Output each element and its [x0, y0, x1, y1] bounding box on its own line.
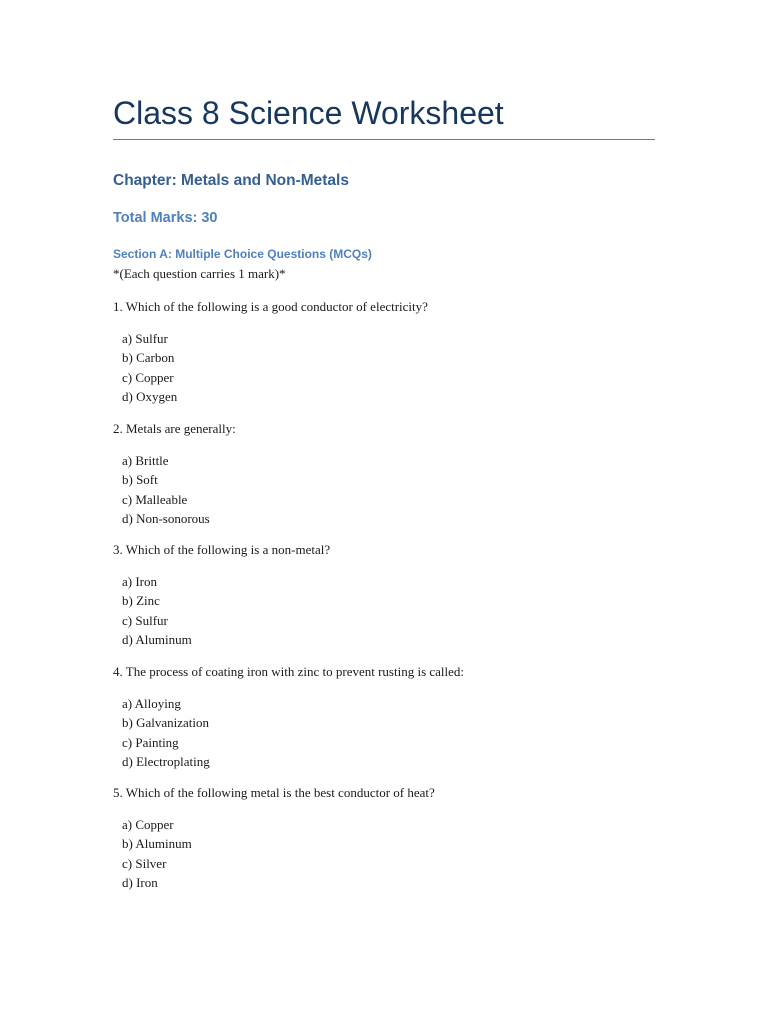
title-divider — [113, 139, 655, 140]
question-text: 2. Metals are generally: — [113, 421, 236, 436]
question-text: 3. Which of the following is a non-metal? — [113, 542, 331, 557]
question-3 — [113, 540, 655, 649]
option-b: b) Soft — [122, 472, 158, 488]
option-b: b) Carbon — [122, 350, 175, 366]
option-list — [122, 572, 655, 649]
page-title: Class 8 Science Worksheet — [113, 95, 504, 131]
option-list — [122, 451, 655, 528]
section-note: *(Each question carries 1 mark)* — [113, 266, 286, 281]
question-text: 1. Which of the following is a good conductor of electricity? — [113, 299, 428, 314]
option-d: d) Iron — [122, 874, 158, 890]
option-d: d) Oxygen — [122, 388, 178, 404]
option-d: d) Electroplating — [122, 753, 210, 769]
option-a: a) Copper — [122, 817, 174, 832]
option-b: b) Aluminum — [122, 836, 192, 852]
option-list — [122, 815, 655, 892]
option-c: c) Silver — [122, 855, 167, 871]
option-c: c) Copper — [122, 369, 174, 385]
option-c: c) Malleable — [122, 491, 188, 507]
option-c: c) Painting — [122, 734, 179, 750]
question-5 — [113, 783, 655, 892]
chapter-heading: Chapter: Metals and Non-Metals — [113, 172, 349, 189]
question-text: 4. The process of coating iron with zinc to prevent rusting is called: — [113, 664, 465, 679]
total-marks-heading: Total Marks: 30 — [113, 210, 218, 226]
option-a: a) Sulfur — [122, 331, 168, 346]
section-heading: Section A: Multiple Choice Questions (MCQs) — [113, 247, 372, 261]
option-a: a) Alloying — [122, 696, 181, 711]
option-a: a) Iron — [122, 574, 158, 589]
question-4 — [113, 662, 655, 771]
question-1 — [113, 297, 655, 406]
option-d: d) Aluminum — [122, 631, 192, 647]
option-a: a) Brittle — [122, 453, 169, 468]
question-2 — [113, 419, 655, 528]
option-list — [122, 694, 655, 771]
option-list — [122, 329, 655, 406]
option-b: b) Galvanization — [122, 715, 209, 731]
option-b: b) Zinc — [122, 593, 160, 609]
option-d: d) Non-sonorous — [122, 510, 210, 526]
question-text: 5. Which of the following metal is the best conductor of heat? — [113, 785, 435, 800]
option-c: c) Sulfur — [122, 612, 168, 628]
